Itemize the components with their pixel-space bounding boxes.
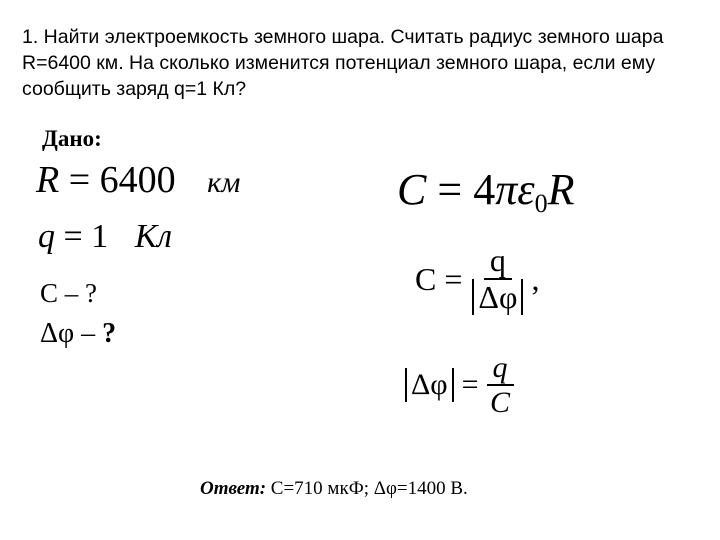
given-charge: [38, 218, 172, 256]
cap-lhs: C: [397, 165, 427, 214]
cdef-den-abs: Δφ: [472, 279, 523, 315]
unknown-capacitance: C – ?: [40, 278, 97, 308]
potential-change-formula: [405, 352, 514, 419]
cdef-lhs: C: [415, 260, 437, 297]
capacitance-definition-formula: [415, 244, 539, 315]
radius-unit: км: [207, 166, 241, 199]
cdef-eq: =: [444, 260, 463, 297]
dphi-lhs: Δφ: [405, 368, 454, 402]
cap-eps: ε: [517, 165, 535, 214]
cap-eq: =: [437, 165, 463, 214]
charge-value: 1: [91, 218, 109, 255]
given-heading: Дано:: [42, 126, 102, 151]
dphi-numerator: q: [487, 352, 514, 386]
radius-value: 6400: [99, 159, 176, 201]
cap-pi: π: [495, 165, 518, 214]
charge-eq: =: [63, 218, 83, 255]
radius-symbol: R: [36, 159, 60, 201]
dphi-eq: =: [461, 368, 479, 402]
charge-unit: Кл: [134, 218, 173, 255]
cap-r: R: [547, 165, 575, 214]
problem-statement: 1. Найти электроемкость земного шара. Считать радиус земного шара R=6400 км. На сколько изменится потенциал земного шара, если ему сообщить заряд q=1 Кл?: [22, 26, 664, 100]
capacitance-sphere-formula: [397, 164, 574, 219]
cdef-denominator: [470, 280, 525, 315]
unknown-dphi-text: Δφ –: [40, 318, 96, 349]
cap-eps-sub: 0: [534, 189, 548, 218]
unknown-potential-change: [40, 318, 116, 350]
unknown-dphi-mark: ?: [102, 318, 117, 349]
answer-text: С=710 мкФ; Δφ=1400 В.: [270, 478, 468, 499]
dphi-denominator: C: [490, 385, 511, 419]
cdef-fraction: [470, 244, 525, 315]
radius-eq: =: [68, 159, 91, 201]
given-radius: [36, 158, 240, 202]
dphi-fraction: [487, 352, 514, 419]
answer-line: [200, 478, 468, 500]
charge-symbol: q: [38, 218, 55, 255]
cap-coef: 4: [473, 165, 496, 214]
cdef-numerator: q: [484, 244, 512, 280]
answer-label: Ответ:: [200, 478, 267, 499]
cdef-comma: ,: [531, 260, 540, 297]
